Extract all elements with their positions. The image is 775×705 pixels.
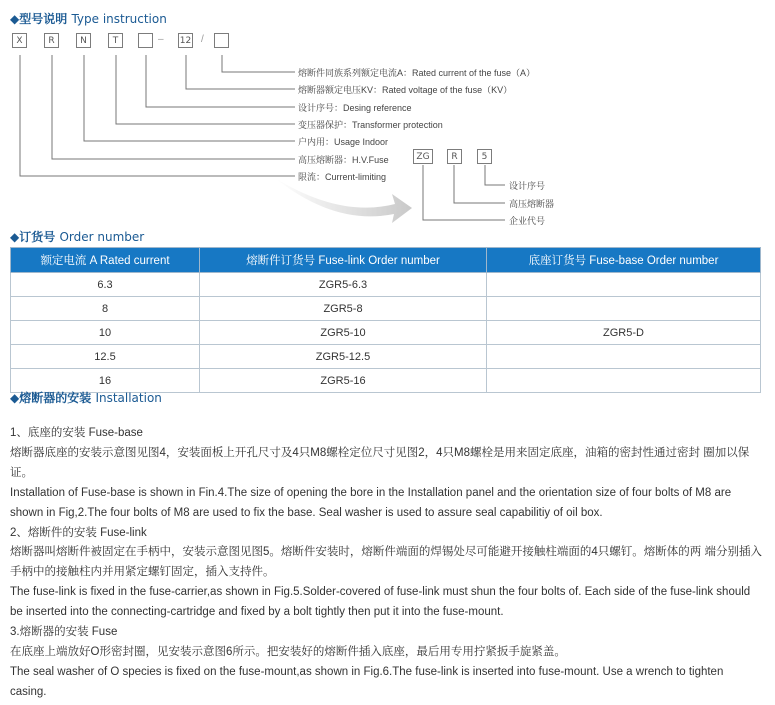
paragraph-fuse-link-cn: 熔断器叫熔断件被固定在手柄中，安装示意图见图5。熔断件安装时，熔断件端面的焊锡处尽可能避开接触柱端面的4只螺钉。熔断体的两 端分别插入手柄中的接触柱内并用紧定螺钉固定，插入支持件。: [10, 546, 762, 579]
install-section-title: [10, 389, 162, 406]
order-desc-hv-fuse: 高压熔断器: [509, 199, 555, 209]
cell-fuse-link: ZGR5-16: [200, 369, 487, 393]
paragraph-fuse-link-en: The fuse-link is fixed in the fuse-carrier,as shown in Fig.5.Solder-covered of fuse-link must shun the four bolts of. Each side of the fuse-link should be inserted into the connecting-cartridge and fixed by a bolt tightly then put it into the fuse-mount.: [10, 586, 751, 619]
code-box-design: [138, 33, 153, 48]
desc-indoor: 户内用：Usage Indoor: [298, 137, 389, 147]
cell-fuse-link: ZGR5-10: [200, 321, 487, 345]
order-desc-company: 企业代号: [509, 216, 546, 226]
install-title-cn: 熔断器的安装: [19, 391, 92, 405]
installation-text: [10, 424, 762, 703]
desc-design-ref: 设计序号：Desing reference: [298, 103, 412, 113]
install-title-en: Installation: [95, 391, 162, 405]
cell-current: 10: [11, 321, 200, 345]
desc-hv-fuse: 高压熔断器：H.V.Fuse: [298, 155, 389, 165]
type-code-diagram: [0, 28, 775, 228]
table-row: [11, 273, 761, 297]
diamond-icon: ◆: [10, 12, 20, 26]
paragraph-fuse-base-en: Installation of Fuse-base is shown in Fin.4.The size of opening the bore in the Installation panel and the orientation size of four bolts of M8 are shown in Fig,2.The four bolts of M8 are used to fix the base. Seal washer is used to assure seal capabilitiy of oil box.: [10, 486, 732, 519]
code-box-n: N: [76, 33, 91, 48]
cell-fuse-link: ZGR5-8: [200, 297, 487, 321]
subheading-fuse: 3.熔断器的安装 Fuse: [10, 626, 118, 639]
paragraph-fuse-en: The seal washer of O species is fixed on the fuse-mount,as shown in Fig.6.The fuse-link is inserted into fuse-mount. Use a wrench to tighten casing.: [10, 665, 724, 698]
code-box-t: T: [108, 33, 123, 48]
col-rated-current: 额定电流 A Rated current: [11, 248, 200, 273]
cell-current: 8: [11, 297, 200, 321]
code-box-voltage: 12: [178, 33, 193, 48]
diamond-icon: ◆: [10, 230, 20, 244]
desc-rated-voltage: 熔断器额定电压KV：Rated voltage of the fuse（KV）: [298, 85, 513, 95]
type-title-cn: 型号说明: [19, 12, 68, 26]
cell-current: 16: [11, 369, 200, 393]
order-section-title: [10, 228, 144, 245]
col-fuse-base-order: 底座订货号 Fuse-base Order number: [487, 248, 761, 273]
code-box-r: R: [44, 33, 59, 48]
table-row: [11, 345, 761, 369]
order-box-r: R: [447, 149, 462, 164]
desc-transformer: 变压器保护：Transformer protection: [298, 120, 443, 130]
cell-current: 6.3: [11, 273, 200, 297]
code-dash: –: [158, 34, 164, 45]
table-header-row: [11, 248, 761, 273]
subheading-fuse-base: 1、底座的安装 Fuse-base: [10, 427, 143, 439]
order-box-5: 5: [477, 149, 492, 164]
cell-current: 12.5: [11, 345, 200, 369]
col-fuse-link-order: 熔断件订货号 Fuse-link Order number: [200, 248, 487, 273]
cell-fuse-link: ZGR5-12.5: [200, 345, 487, 369]
type-section-title: [10, 10, 167, 27]
diamond-icon: ◆: [10, 391, 20, 405]
code-box-x: X: [12, 33, 27, 48]
order-table: [10, 247, 761, 393]
subheading-fuse-link: 2、熔断件的安装 Fuse-link: [10, 526, 147, 539]
cell-fuse-base: [487, 369, 761, 393]
desc-rated-current: 熔断件同族系列额定电流A：Rated current of the fuse（A）: [298, 68, 536, 78]
desc-current-limiting: 限流：Current-limiting: [298, 172, 387, 182]
cell-fuse-link: ZGR5-6.3: [200, 273, 487, 297]
cell-fuse-base: ZGR5-D: [487, 321, 761, 345]
type-title-en: Type instruction: [71, 12, 167, 26]
order-title-cn: 订货号: [19, 230, 56, 244]
order-title-en: Order number: [59, 230, 145, 244]
cell-fuse-base: [487, 297, 761, 321]
order-box-zg: ZG: [413, 149, 433, 164]
order-desc-design: 设计序号: [509, 181, 546, 191]
paragraph-fuse-base-cn: 熔断器底座的安装示意图见图4，安装面板上开孔尺寸及4只M8螺栓定位尺寸见图2，4只M8螺栓是用来固定底座，油箱的密封性通过密封 圈加以保证。: [10, 446, 750, 479]
code-slash: /: [201, 34, 204, 45]
code-box-current: [214, 33, 229, 48]
cell-fuse-base: [487, 273, 761, 297]
table-row: [11, 297, 761, 321]
cell-fuse-base: [487, 345, 761, 369]
table-row: [11, 321, 761, 345]
paragraph-fuse-cn: 在底座上端放好O形密封圈，见安装示意图6所示。把安装好的熔断件插入底座，最后用专用拧紧扳手旋紧盖。: [10, 645, 566, 658]
arrow-shape: [275, 178, 412, 223]
